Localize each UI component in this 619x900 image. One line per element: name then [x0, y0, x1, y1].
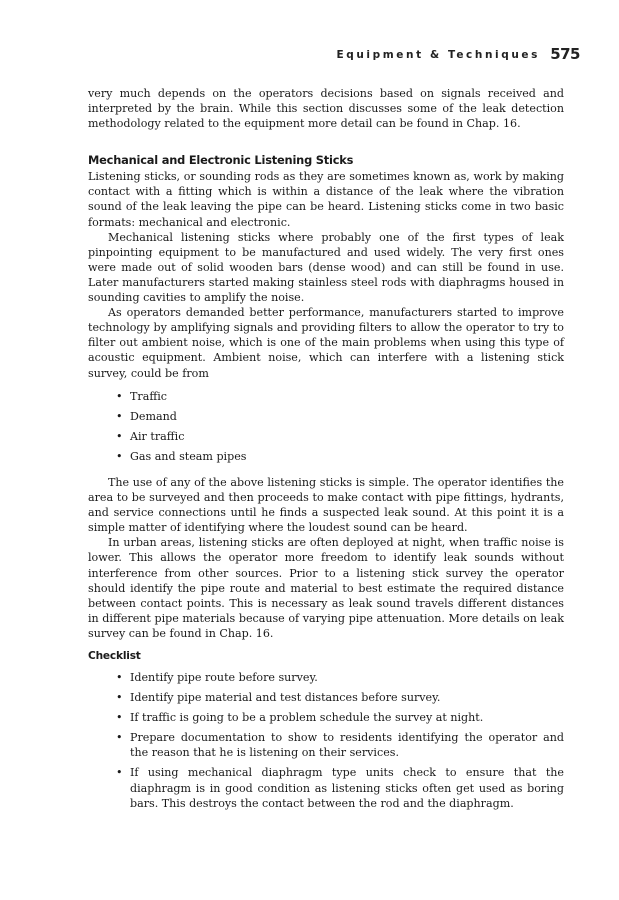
running-header [88, 45, 580, 67]
bullet-icon: • [116, 671, 123, 684]
list-item [88, 449, 564, 464]
list-item-text: Air traffic [130, 429, 185, 443]
checklist-item-text: Identify pipe material and test distances before survey. [130, 691, 441, 705]
bullet-icon: • [116, 731, 123, 745]
section-heading: Mechanical and Electronic Listening Sticks [88, 153, 354, 168]
checklist-item-text: If using mechanical diaphragm type units check to ensure that the diaphragm is in good condition as listening sticks often get used as boring bars. This destroys the contact between the rod and the diaphragm. [130, 766, 564, 810]
bullet-icon: • [116, 691, 123, 705]
checklist-item-text: Identify pipe route before survey. [130, 671, 318, 684]
list-item [88, 409, 564, 424]
checklist-item [88, 730, 564, 760]
checklist-item-text: Prepare documentation to show to residents identifying the operator and the reason that he is listening on their services. [130, 731, 564, 760]
list-item-text: Gas and steam pipes [130, 449, 247, 463]
checklist-item-text: If traffic is going to be a problem schedule the survey at night. [130, 711, 484, 725]
bullet-icon: • [116, 766, 123, 780]
page-number: 575 [550, 45, 580, 63]
intro-paragraph: very much depends on the operators decisions based on signals received and interpreted by the brain. While this section discusses some of the leak detection methodology related to the equipment more detail can be found in Chap. 16. [88, 87, 564, 131]
checklist [88, 670, 564, 811]
list-item-text: Demand [130, 409, 177, 423]
checklist-item [88, 710, 564, 725]
list-item [88, 389, 564, 404]
page-body [88, 86, 564, 816]
body-paragraph: In urban areas, listening sticks are often deployed at night, when traffic noise is lower. This allows the operator more freedom to identify leak sounds without interference from other sources. Prior to a listening stick survey the operator should identify the pipe route and material to best estimate the required distance between contact points. This is necessary as leak sound travels different distances in different pipe materials because of varying pipe attenuation. More details on leak survey can be found in Chap. 16. [88, 536, 564, 640]
checklist-item [88, 765, 564, 810]
body-paragraph: Mechanical listening sticks where probably one of the first types of leak pinpointing equipment to be manufactured and used widely. The very first ones were made out of solid wooden bars (dense wood) and can still be found in use. Later manufacturers started making stainless steel rods with diaphragms housed in sounding cavities to amplify the noise. [88, 230, 564, 305]
bullet-icon: • [116, 409, 123, 423]
list-item-text: Traffic [130, 389, 167, 403]
bullet-icon: • [116, 429, 123, 443]
list-item [88, 429, 564, 444]
running-title: Equipment & Techniques [336, 49, 540, 61]
checklist-item [88, 670, 564, 685]
noise-source-list [88, 389, 564, 464]
checklist-item [88, 690, 564, 705]
body-paragraph: As operators demanded better performance, manufacturers started to improve technology by amplifying signals and providing filters to allow the operator to try to filter out ambient noise, which is one of the main problems when using this type of acoustic equipment. Ambient noise, which can interfere with a listening stick survey, could be from [88, 306, 564, 380]
body-paragraph: The use of any of the above listening sticks is simple. The operator identifies the area to be surveyed and then proceeds to make contact with pipe fittings, hydrants, and service connections until he finds a suspected leak sound. At this point it is a simple matter of identifying where the loudest sound can be heard. [88, 475, 564, 535]
body-paragraph: Listening sticks, or sounding rods as they are sometimes known as, work by making contact with a fitting which is within a distance of the leak where the vibration sound of the leak leaving the pipe can be heard. Listening sticks come in two basic formats: mechanical and electronic. [88, 170, 564, 229]
bullet-icon: • [116, 711, 123, 725]
bullet-icon: • [116, 389, 123, 403]
checklist-heading: Checklist [88, 650, 141, 662]
bullet-icon: • [116, 449, 123, 463]
